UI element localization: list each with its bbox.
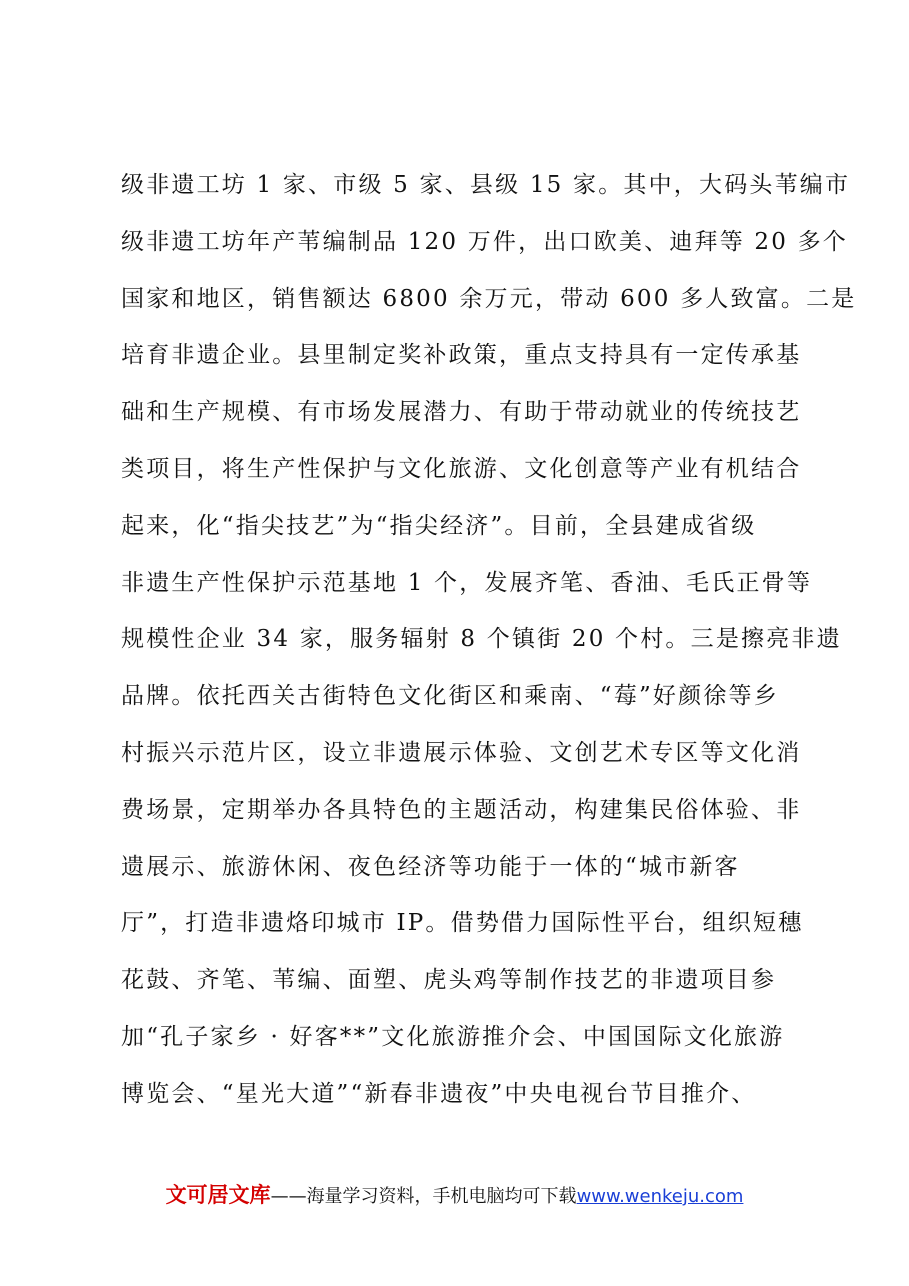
text-line-7: 起来，化“指尖技艺”为“指尖经济”。目前，全县建成省级 xyxy=(121,512,757,539)
text-line-11: 村振兴示范片区，设立非遗展示体验、文创艺术专区等文化消 xyxy=(121,739,802,766)
text-line-6: 类项目，将生产性保护与文化旅游、文化创意等产业有机结合 xyxy=(121,455,802,482)
text-line-13: 遗展示、旅游休闲、夜色经济等功能于一体的“城市新客 xyxy=(121,853,740,880)
text-line-2: 级非遗工坊年产苇编制品 120 万件，出口欧美、迪拜等 20 多个 xyxy=(121,228,849,255)
footer-brand: 文可居文库 xyxy=(165,1183,271,1207)
text-line-9: 规模性企业 34 家，服务辐射 8 个镇街 20 个村。三是擦亮非遗 xyxy=(121,626,842,653)
text-line-4: 培育非遗企业。县里制定奖补政策，重点支持具有一定传承基 xyxy=(121,342,802,369)
page-footer xyxy=(0,1181,909,1211)
footer-tagline: ——海量学习资料，手机电脑均可下载 xyxy=(270,1186,577,1207)
text-line-10: 品牌。依托西关古街特色文化街区和乘南、“莓”好颜徐等乡 xyxy=(121,683,779,710)
text-line-1: 级非遗工坊 1 家、市级 5 家、县级 15 家。其中，大码头苇编市 xyxy=(121,172,851,198)
text-line-3: 国家和地区，销售额达 6800 余万元，带动 600 多人致富。二是 xyxy=(121,285,857,312)
body-paragraph xyxy=(121,162,857,1128)
text-line-16: 加“孔子家乡 · 好客**”文化旅游推介会、中国国际文化旅游 xyxy=(121,1023,785,1050)
text-line-12: 费场景，定期举办各具特色的主题活动，构建集民俗体验、非 xyxy=(121,796,802,823)
text-line-14: 厅”，打造非遗烙印城市 IP。借势借力国际性平台，组织短穗 xyxy=(121,910,804,937)
footer-website-link[interactable]: www.wenkeju.com xyxy=(576,1186,744,1207)
text-line-8: 非遗生产性保护示范基地 1 个，发展齐笔、香油、毛氏正骨等 xyxy=(121,569,813,596)
text-line-17: 博览会、“星光大道”“新春非遗夜”中央电视台节目推介、 xyxy=(121,1080,757,1107)
text-line-15: 花鼓、齐笔、苇编、面塑、虎头鸡等制作技艺的非遗项目参 xyxy=(121,967,777,994)
text-line-5: 础和生产规模、有市场发展潜力、有助于带动就业的传统技艺 xyxy=(121,399,802,426)
